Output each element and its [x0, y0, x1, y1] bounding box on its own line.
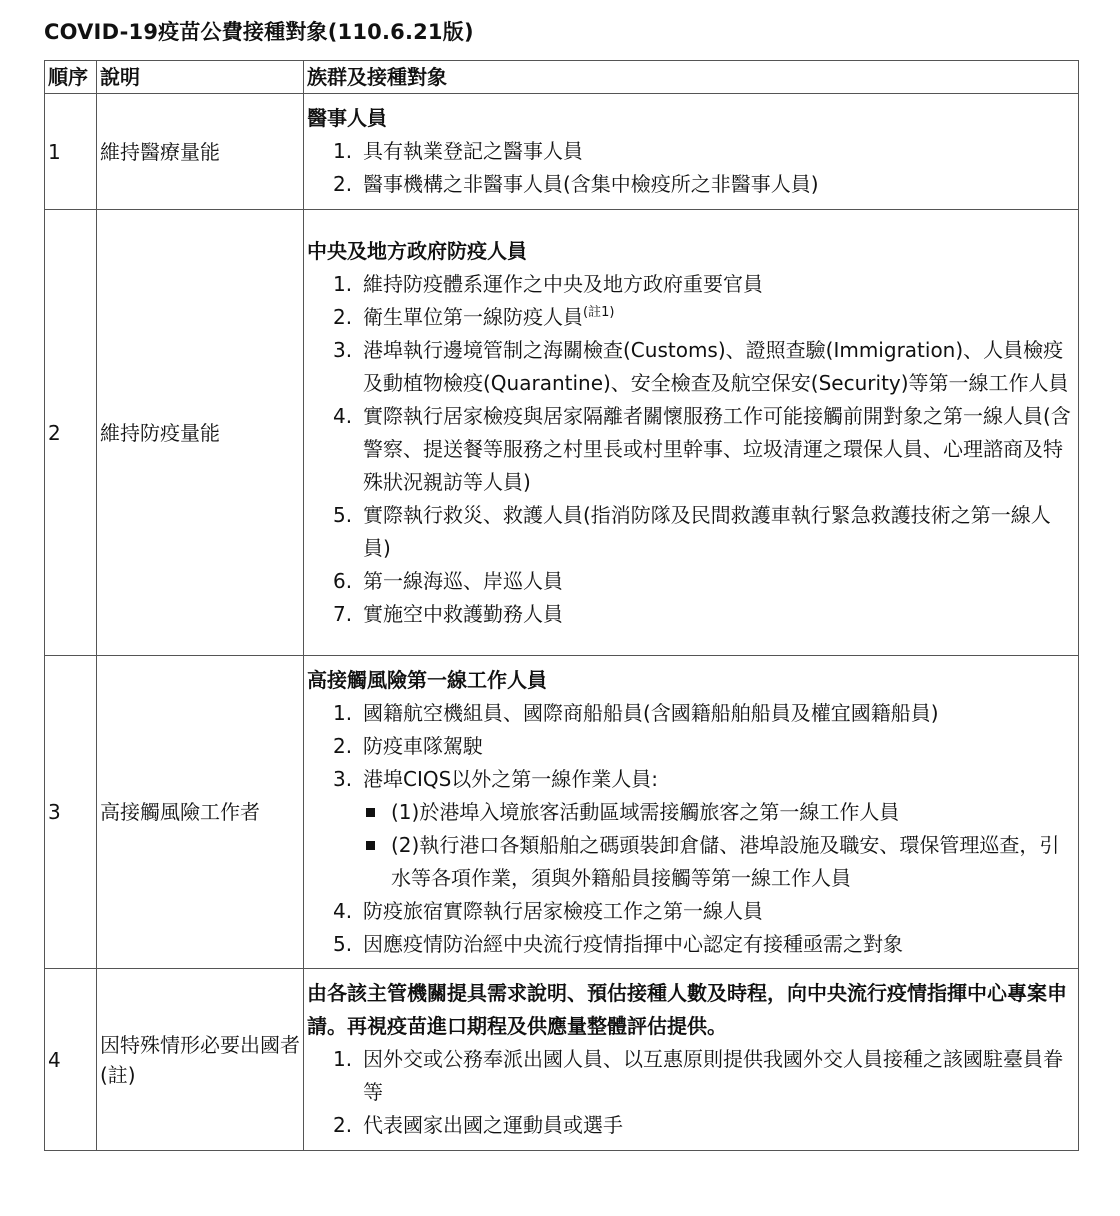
list-item	[363, 168, 1075, 201]
list-item	[363, 400, 1075, 499]
row-number: 4	[45, 969, 97, 1151]
row-number: 2	[45, 210, 97, 656]
sub-list-item: (1)於港埠入境旅客活動區域需接觸旅客之第一線工作人員	[391, 796, 1075, 829]
table-header-row	[45, 61, 1079, 94]
vaccination-priority-table	[44, 60, 1079, 1151]
list-item-text: 衛生單位第一線防疫人員	[363, 304, 583, 329]
list-item	[363, 1109, 1075, 1142]
row-target-group	[304, 656, 1079, 969]
target-list	[307, 697, 1075, 961]
list-item	[363, 135, 1075, 168]
list-item	[363, 301, 1075, 334]
list-item	[363, 928, 1075, 961]
header-description: 說明	[97, 61, 304, 94]
table-row	[45, 656, 1079, 969]
list-item	[363, 565, 1075, 598]
table-row	[45, 94, 1079, 210]
row-description: 維持醫療量能	[97, 94, 304, 210]
list-item-text: 防疫車隊駕駛	[363, 733, 483, 758]
row-description: 因特殊情形必要出國者(註)	[97, 969, 304, 1151]
list-item-text: 醫事機構之非醫事人員(含集中檢疫所之非醫事人員)	[363, 172, 819, 196]
list-item	[363, 268, 1075, 301]
list-item-text: 實際執行居家檢疫與居家隔離者關懷服務工作可能接觸前開對象之第一線人員(含警察、提送餐等服務之村里長或村里幹事、垃圾清運之環保人員、心理諮商及特殊狀況親訪等人員)	[363, 403, 1071, 494]
list-item	[363, 730, 1075, 763]
header-target-group: 族群及接種對象	[304, 61, 1079, 94]
sub-list-item: (2)執行港口各類船舶之碼頭裝卸倉儲、港埠設施及職安、環保管理巡查，引水等各項作業，須與外籍船員接觸等第一線工作人員	[391, 829, 1075, 895]
list-item-text: 代表國家出國之運動員或選手	[363, 1113, 623, 1137]
list-item	[363, 763, 1075, 895]
list-item-text: 港埠CIQS以外之第一線作業人員:	[363, 766, 659, 791]
target-list	[307, 268, 1075, 631]
list-item	[363, 1043, 1075, 1109]
row-number: 3	[45, 656, 97, 969]
row-target-group	[304, 210, 1079, 656]
list-item	[363, 499, 1075, 565]
row-target-group	[304, 94, 1079, 210]
document-title: COVID-19疫苗公費接種對象(110.6.21版)	[44, 20, 474, 44]
group-heading: 高接觸風險第一線工作人員	[307, 667, 547, 692]
table-row	[45, 969, 1079, 1151]
list-item-text: 第一線海巡、岸巡人員	[363, 568, 563, 593]
list-item-text: 維持防疫體系運作之中央及地方政府重要官員	[363, 271, 763, 296]
list-item-text: 因外交或公務奉派出國人員、以互惠原則提供我國外交人員接種之該國駐臺員眷等	[363, 1047, 1063, 1104]
target-list	[307, 1043, 1075, 1142]
list-item	[363, 697, 1075, 730]
row-target-group	[304, 969, 1079, 1151]
row-description: 維持防疫量能	[97, 210, 304, 656]
list-item-text: 因應疫情防治經中央流行疫情指揮中心認定有接種亟需之對象	[363, 931, 903, 956]
group-heading: 由各該主管機關提具需求說明、預估接種人數及時程，向中央流行疫情指揮中心專案申請。再視疫苗進口期程及供應量整體評估提供。	[307, 981, 1067, 1038]
target-list	[307, 135, 1075, 201]
list-item	[363, 598, 1075, 631]
list-item	[363, 334, 1075, 400]
list-item-text: 實際執行救災、救護人員(指消防隊及民間救護車執行緊急救護技術之第一線人員)	[363, 502, 1051, 560]
row-description: 高接觸風險工作者	[97, 656, 304, 969]
table-row	[45, 210, 1079, 656]
list-item	[363, 895, 1075, 928]
list-item-text: 港埠執行邊境管制之海關檢查(Customs)、證照查驗(Immigration)、人員檢疫及動植物檢疫(Quarantine)、安全檢查及航空保安(Security)等第一線工作人員	[363, 337, 1069, 395]
group-heading: 中央及地方政府防疫人員	[307, 238, 527, 263]
list-item-text: 實施空中救護勤務人員	[363, 601, 563, 626]
header-no: 順序	[45, 61, 97, 94]
list-item-text: 具有執業登記之醫事人員	[363, 139, 583, 163]
list-item-text: 防疫旅宿實際執行居家檢疫工作之第一線人員	[363, 898, 763, 923]
row-number: 1	[45, 94, 97, 210]
footnote-ref: (註1)	[583, 304, 615, 320]
list-item-text: 國籍航空機組員、國際商船船員(含國籍船舶船員及權宜國籍船員)	[363, 700, 939, 725]
sub-list	[363, 796, 1075, 895]
group-heading: 醫事人員	[307, 106, 387, 130]
